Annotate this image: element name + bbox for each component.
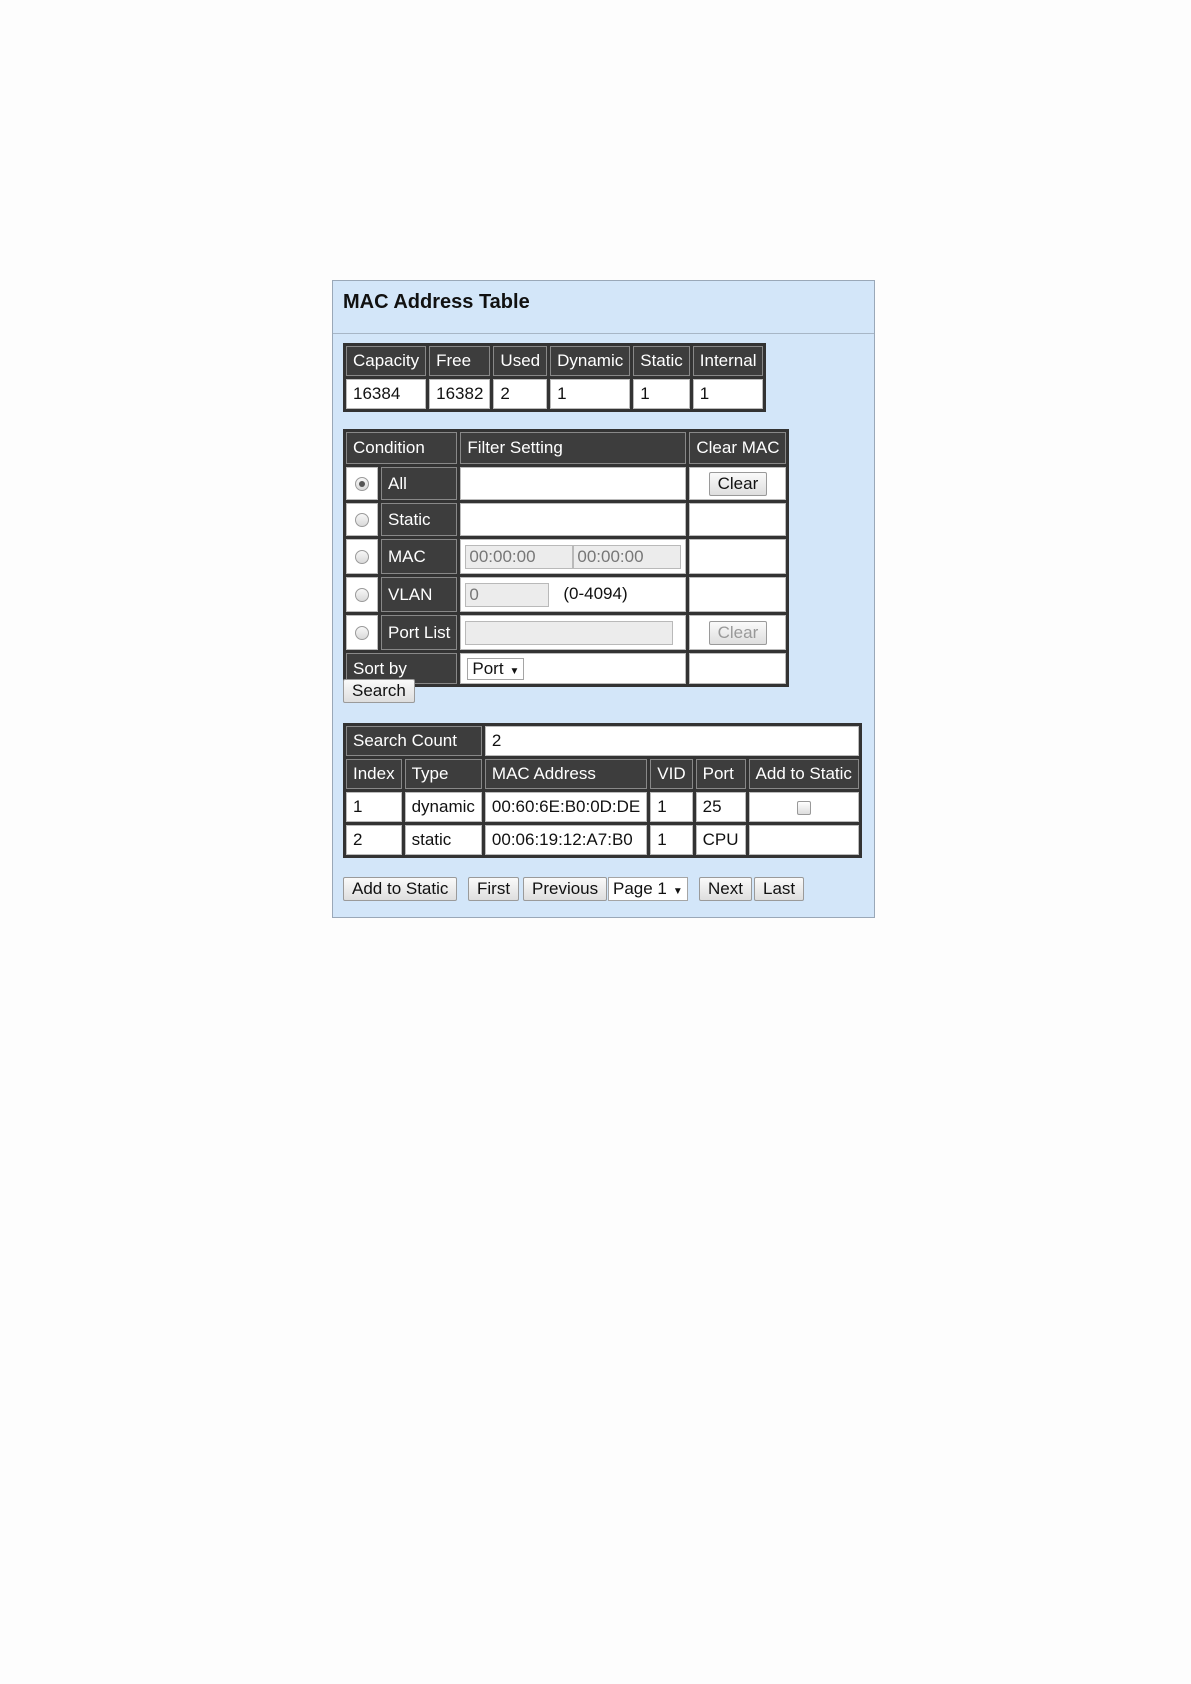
filter-port-list-cell <box>460 615 686 650</box>
clear-vlan-cell <box>689 577 786 612</box>
header-filter-setting: Filter Setting <box>460 432 686 464</box>
clear-static-cell <box>689 503 786 536</box>
sort-by-cell <box>460 653 686 684</box>
results-header-add-to-static: Add to Static <box>749 759 859 789</box>
page-select[interactable] <box>608 877 688 901</box>
results-header-mac: MAC Address <box>485 759 647 789</box>
dropdown-arrow-icon: ▼ <box>672 886 683 897</box>
filter-mac-cell <box>460 539 686 574</box>
search-count-label: Search Count <box>346 726 482 756</box>
add-to-static-button[interactable]: Add to Static <box>343 877 457 901</box>
radio-all-cell <box>346 467 378 500</box>
radio-all[interactable] <box>355 477 369 491</box>
search-button[interactable]: Search <box>343 679 415 703</box>
row-vid: 1 <box>650 792 692 822</box>
radio-static[interactable] <box>355 513 369 527</box>
summary-dynamic: 1 <box>550 379 630 409</box>
next-button[interactable]: Next <box>699 877 752 901</box>
summary-header-used: Used <box>493 346 547 376</box>
table-row <box>346 825 859 855</box>
results-header-vid: VID <box>650 759 692 789</box>
vlan-range-hint: (0-4094) <box>563 583 628 603</box>
summary-header-free: Free <box>429 346 490 376</box>
filter-all-cell <box>460 467 686 500</box>
summary-header-internal: Internal <box>693 346 764 376</box>
clear-mac-cell <box>689 539 786 574</box>
radio-vlan-cell <box>346 577 378 612</box>
previous-button[interactable]: Previous <box>523 877 607 901</box>
radio-mac[interactable] <box>355 550 369 564</box>
summary-header-dynamic: Dynamic <box>550 346 630 376</box>
results-table <box>343 723 862 858</box>
last-button[interactable]: Last <box>754 877 804 901</box>
search-count-value: 2 <box>485 726 859 756</box>
table-row <box>346 792 859 822</box>
radio-mac-cell <box>346 539 378 574</box>
first-button[interactable]: First <box>468 877 519 901</box>
dropdown-arrow-icon: ▼ <box>509 665 520 677</box>
summary-header-capacity: Capacity <box>346 346 426 376</box>
vlan-input[interactable]: 0 <box>465 583 549 607</box>
add-to-static-checkbox[interactable] <box>797 801 811 815</box>
summary-used: 2 <box>493 379 547 409</box>
row-vid: 1 <box>650 825 692 855</box>
sort-by-select[interactable] <box>467 658 524 680</box>
row-add-cell <box>749 792 859 822</box>
radio-port-list-cell <box>346 615 378 650</box>
sort-by-empty-cell <box>689 653 786 684</box>
row-port: CPU <box>696 825 746 855</box>
row-index: 2 <box>346 825 402 855</box>
clear-all-button[interactable]: Clear <box>709 472 768 496</box>
filter-vlan-cell <box>460 577 686 612</box>
clear-port-list-button[interactable]: Clear <box>709 621 768 645</box>
clear-port-list-cell <box>689 615 786 650</box>
summary-capacity: 16384 <box>346 379 426 409</box>
summary-header-static: Static <box>633 346 690 376</box>
mac-address-table-panel <box>332 280 875 918</box>
row-index: 1 <box>346 792 402 822</box>
row-type: dynamic <box>405 792 482 822</box>
results-header-index: Index <box>346 759 402 789</box>
radio-static-cell <box>346 503 378 536</box>
sort-by-value: Port <box>472 658 504 678</box>
radio-vlan[interactable] <box>355 588 369 602</box>
summary-internal: 1 <box>693 379 764 409</box>
radio-port-list[interactable] <box>355 626 369 640</box>
results-header-port: Port <box>696 759 746 789</box>
summary-free: 16382 <box>429 379 490 409</box>
mac-input-1[interactable]: 00:00:00 <box>465 545 573 569</box>
title-divider <box>333 333 874 334</box>
port-list-input[interactable] <box>465 621 673 645</box>
filter-table <box>343 429 789 687</box>
summary-static: 1 <box>633 379 690 409</box>
row-port: 25 <box>696 792 746 822</box>
condition-mac-label: MAC <box>381 539 457 574</box>
header-condition: Condition <box>346 432 457 464</box>
header-clear-mac: Clear MAC <box>689 432 786 464</box>
row-add-cell <box>749 825 859 855</box>
page-title: MAC Address Table <box>343 291 530 313</box>
condition-port-list-label: Port List <box>381 615 457 650</box>
clear-all-cell <box>689 467 786 500</box>
mac-input-2[interactable]: 00:00:00 <box>573 545 681 569</box>
summary-table <box>343 343 766 412</box>
row-type: static <box>405 825 482 855</box>
results-header-type: Type <box>405 759 482 789</box>
sort-by-label: Sort by <box>346 653 457 684</box>
condition-all-label: All <box>381 467 457 500</box>
condition-static-label: Static <box>381 503 457 536</box>
filter-static-cell <box>460 503 686 536</box>
page-select-value: Page 1 <box>613 879 667 898</box>
condition-vlan-label: VLAN <box>381 577 457 612</box>
row-mac: 00:60:6E:B0:0D:DE <box>485 792 647 822</box>
row-mac: 00:06:19:12:A7:B0 <box>485 825 647 855</box>
